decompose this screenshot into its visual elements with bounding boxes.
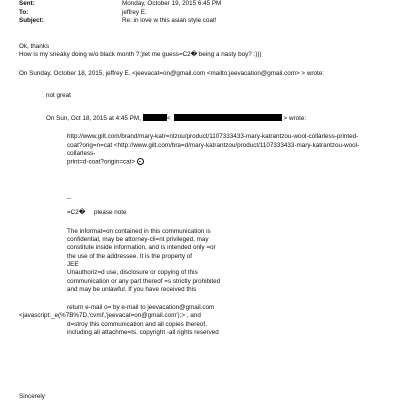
subject-value: Re: in love w this asian style coat! [122, 17, 217, 25]
to-value: jeffrey E. [122, 8, 147, 16]
signature-dashes: -- [67, 195, 72, 203]
quote1-body: not great [46, 91, 71, 99]
product-link-line-3[interactable]: print=d-coat?origin=cat> [67, 158, 136, 166]
disclaimer-line: JEE [67, 260, 79, 268]
return-line-2[interactable]: <javascript:_e(%7B%7D,'cvml','jeevacat=on@gmail.com');> , and [19, 312, 201, 320]
subject-label: Subject: [19, 17, 44, 25]
redaction-block [174, 114, 282, 121]
quote2-link-block [19, 133, 384, 167]
reply-line-1: Ok, thanks [19, 43, 50, 50]
disclaimer-line: constitute inside information, and is intended only =or [67, 244, 216, 252]
sent-value: Monday, October 19, 2015 6:45 PM [122, 0, 222, 8]
quote2-attribution-start: On Sun, Oct 18, 2015 at 4:45 PM, [46, 115, 141, 123]
disclaimer-block [19, 228, 384, 294]
email-header [19, 0, 379, 26]
quote1-attribution: On Sunday, October 18, 2015, jeffrey E. <jeevacat=on@gmail.com <mailto:jeevacation@gmail.com> > wrote: [19, 69, 324, 77]
quote2-attribution-sep: < [166, 115, 171, 123]
smiley-icon [137, 158, 144, 165]
header-sent-row [19, 0, 379, 9]
return-line-4: including all attachme=ts. copyright -all rights reserved [67, 329, 219, 337]
header-subject-row [19, 17, 379, 26]
disclaimer-line: communication or any part thereof =s strictly prohibited [67, 277, 221, 285]
disclaimer-line: and may be unlawful. If you have received this [67, 285, 197, 293]
signature-note-line [19, 209, 384, 217]
reply-line-2: How is my sneaky doing w/o black month ?;)let me guess=C2� being a nasty boy? :))) [19, 51, 262, 59]
email-body [19, 43, 384, 337]
product-link-line-2[interactable]: coat?orig=n=cat <http://www.gilt.com/bra=d/mary-katrantzou/product/1107333433-mary-katrantzou-wool-collarless- [67, 141, 360, 158]
return-line-3: d=stroy this communication and all copies thereof, [67, 320, 207, 328]
to-label: To: [19, 8, 29, 16]
disclaimer-line: the use of the addressee. It is the property of [67, 252, 192, 260]
footer-partial: Sincerely [19, 393, 45, 400]
quote2-attribution-end: > wrote: [283, 115, 307, 123]
disclaimer-line: Unauthoriz=d use, disclosure or copying of this [67, 269, 198, 277]
quote2-attribution [19, 114, 384, 123]
signature-prefix: =C2� [67, 209, 86, 217]
signature-note: please note [93, 209, 127, 217]
disclaimer-line: The informat=on contained in this communication is [67, 227, 211, 235]
product-link-line-1[interactable]: http://www.gilt.com/brand/mary-katr=ntzou/product/1107333433-mary-katrantzou-wool-collarless-printed- [67, 133, 359, 141]
redaction-block [143, 114, 167, 121]
disclaimer-line: confidential, may be attorney-cli=nt privileged, may [67, 236, 209, 244]
header-to-row [19, 9, 379, 18]
sent-label: Sent: [19, 0, 35, 8]
return-line-1: return e-mail o= by e-mail to jeevacation@gmail.com [67, 304, 215, 312]
